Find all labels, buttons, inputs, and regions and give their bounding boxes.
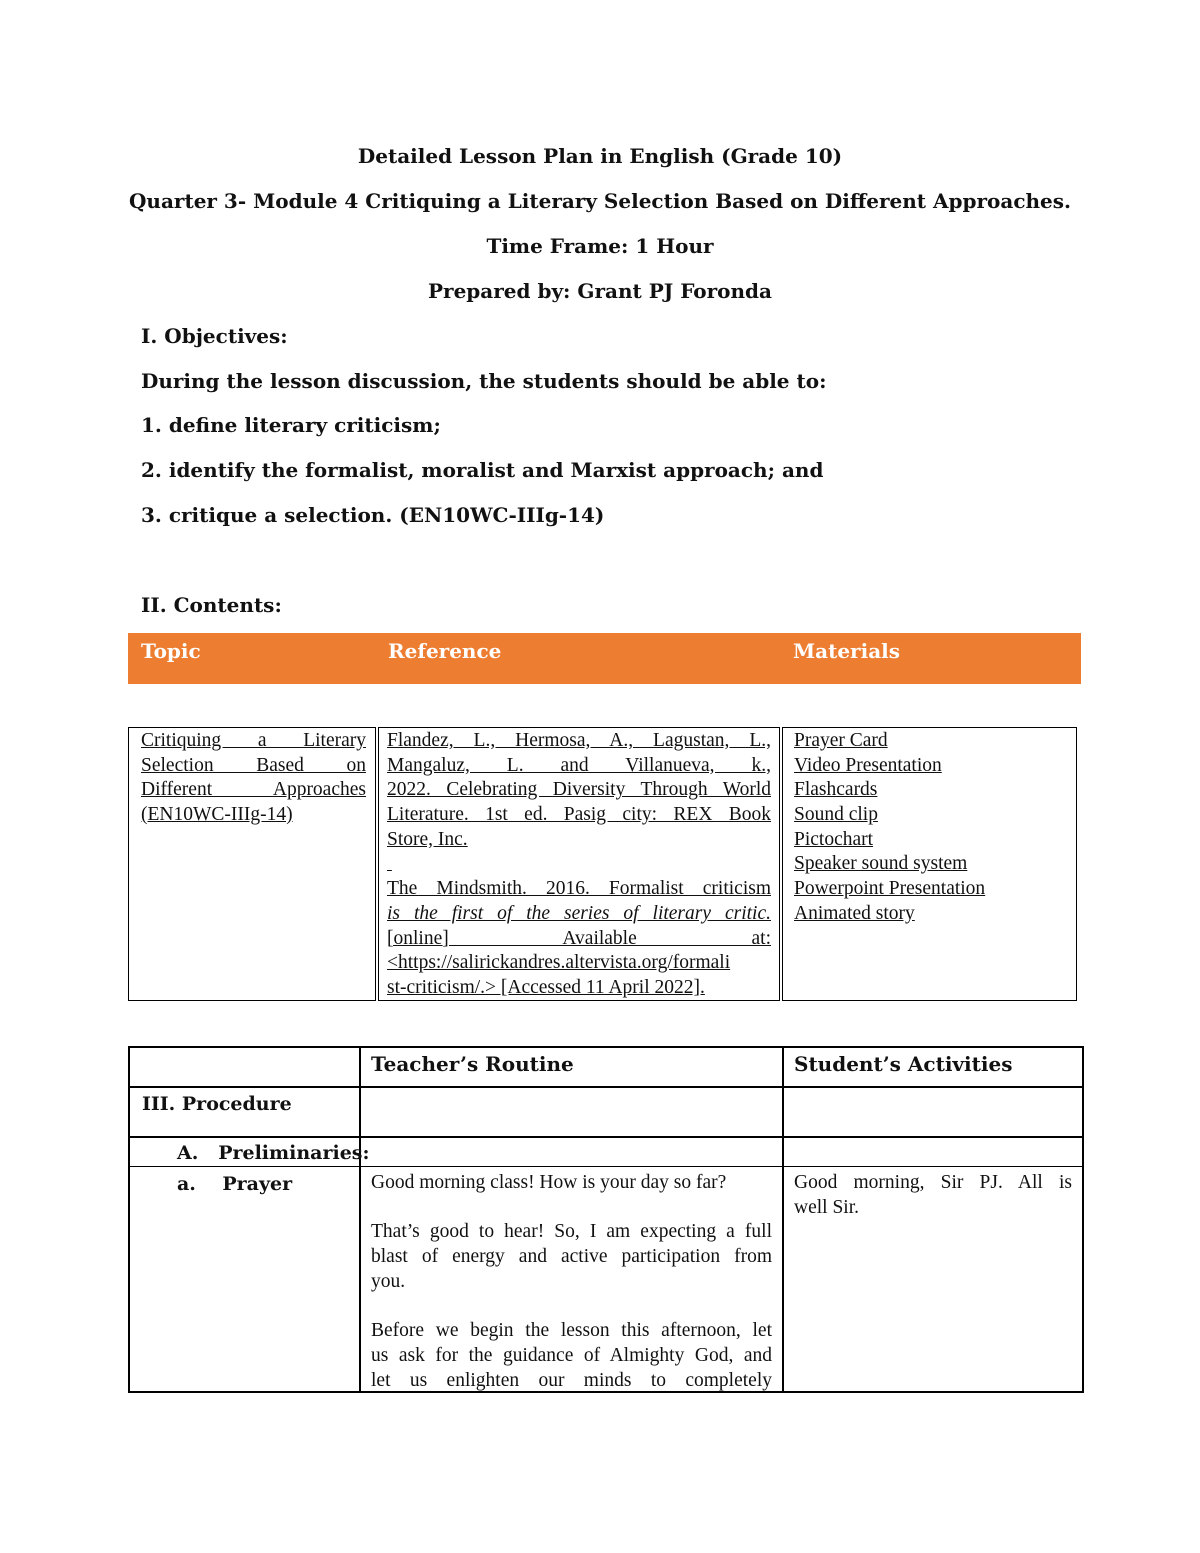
student-line: well Sir. bbox=[794, 1196, 860, 1218]
teacher-line bbox=[371, 1196, 772, 1221]
teacher-line: That’s good to hear! So, I am expecting a full bbox=[371, 1221, 772, 1243]
topic-line: Critiquing a Literary bbox=[141, 730, 366, 751]
teacher-line: blast of energy and active participation from bbox=[371, 1246, 772, 1268]
teacher-routine-header: Teacher’s Routine bbox=[371, 1052, 574, 1076]
materials-list bbox=[794, 729, 1064, 927]
teacher-line bbox=[371, 1294, 772, 1319]
teacher-line: us ask for the guidance of Almighty God, and bbox=[371, 1344, 772, 1366]
column-header-materials: Materials bbox=[793, 639, 901, 663]
objective-item-3: 3. critique a selection. (EN10WC-IIIg-14) bbox=[141, 503, 605, 527]
reference-url-line[interactable]: <https://salirickandres.altervista.org/formali bbox=[387, 952, 731, 974]
column-header-topic: Topic bbox=[141, 639, 201, 663]
reference-line: Store, Inc. bbox=[387, 828, 468, 850]
teacher-line: let us enlighten our minds to completely bbox=[371, 1369, 772, 1391]
teacher-line: you. bbox=[371, 1270, 406, 1292]
student-line: Good morning, Sir PJ. All is bbox=[794, 1172, 1072, 1193]
contents-heading: II. Contents: bbox=[141, 593, 282, 617]
reference-line: 2022. Celebrating Diversity Through World bbox=[387, 779, 771, 801]
reference-line: Literature. 1st ed. Pasig city: REX Book bbox=[387, 804, 771, 826]
student-activities-header: Student’s Activities bbox=[794, 1052, 1013, 1076]
teacher-routine-text bbox=[371, 1171, 772, 1393]
reference-line: [online] Available at: bbox=[387, 927, 771, 949]
topic-line: Selection Based on bbox=[141, 754, 366, 776]
prepared-by: Prepared by: Grant PJ Foronda bbox=[428, 279, 772, 303]
row-divider bbox=[130, 1086, 1082, 1088]
contents-table bbox=[128, 727, 1078, 1003]
material-item: Animated story bbox=[794, 902, 915, 924]
material-item: Video Presentation bbox=[794, 754, 942, 776]
contents-header-bar bbox=[128, 633, 1081, 684]
preliminaries-label: A. Preliminaries: bbox=[177, 1142, 370, 1164]
material-item: Prayer Card bbox=[794, 730, 888, 751]
column-divider bbox=[782, 1048, 784, 1391]
student-activities-text bbox=[794, 1171, 1072, 1220]
prayer-label: a. Prayer bbox=[177, 1173, 293, 1195]
objectives-heading: I. Objectives: bbox=[141, 324, 288, 348]
reference-line: Mangaluz, L. and Villanueva, k., bbox=[387, 754, 771, 776]
objective-item-1: 1. define literary criticism; bbox=[141, 413, 441, 437]
procedure-table bbox=[128, 1046, 1084, 1393]
row-divider bbox=[130, 1136, 1082, 1138]
material-item: Sound clip bbox=[794, 804, 878, 826]
material-item: Powerpoint Presentation bbox=[794, 878, 986, 900]
objectives-intro: During the lesson discussion, the students should be able to: bbox=[141, 369, 827, 393]
lesson-plan-title: Detailed Lesson Plan in English (Grade 10) bbox=[357, 144, 843, 168]
material-item: Pictochart bbox=[794, 828, 874, 850]
column-header-reference: Reference bbox=[388, 639, 502, 663]
material-item: Flashcards bbox=[794, 779, 878, 801]
reference-line bbox=[387, 852, 771, 877]
material-item: Speaker sound system bbox=[794, 853, 968, 875]
module-title: Quarter 3- Module 4 Critiquing a Literary Selection Based on Different Approaches. bbox=[129, 189, 1071, 213]
teacher-line: Good morning class! How is your day so far? bbox=[371, 1172, 727, 1193]
reference-line: Flandez, L., Hermosa, A., Lagustan, L., bbox=[387, 730, 771, 751]
row-divider bbox=[130, 1166, 1082, 1167]
time-frame: Time Frame: 1 Hour bbox=[486, 234, 714, 258]
objective-item-2: 2. identify the formalist, moralist and Marxist approach; and bbox=[141, 458, 824, 482]
column-divider bbox=[359, 1048, 361, 1391]
procedure-section-label: III. Procedure bbox=[142, 1093, 292, 1115]
topic-text bbox=[141, 729, 366, 828]
reference-line: The Mindsmith. 2016. Formalist criticism bbox=[387, 878, 771, 900]
reference-line: st-criticism/.> [Accessed 11 April 2022]. bbox=[387, 976, 705, 998]
reference-text bbox=[387, 729, 771, 1001]
topic-line: Different Approaches bbox=[141, 779, 366, 801]
teacher-line: Before we begin the lesson this afternoon, let bbox=[371, 1320, 772, 1342]
reference-line: is the first of the series of literary critic. bbox=[387, 902, 771, 924]
topic-line: (EN10WC-IIIg-14) bbox=[141, 804, 293, 826]
